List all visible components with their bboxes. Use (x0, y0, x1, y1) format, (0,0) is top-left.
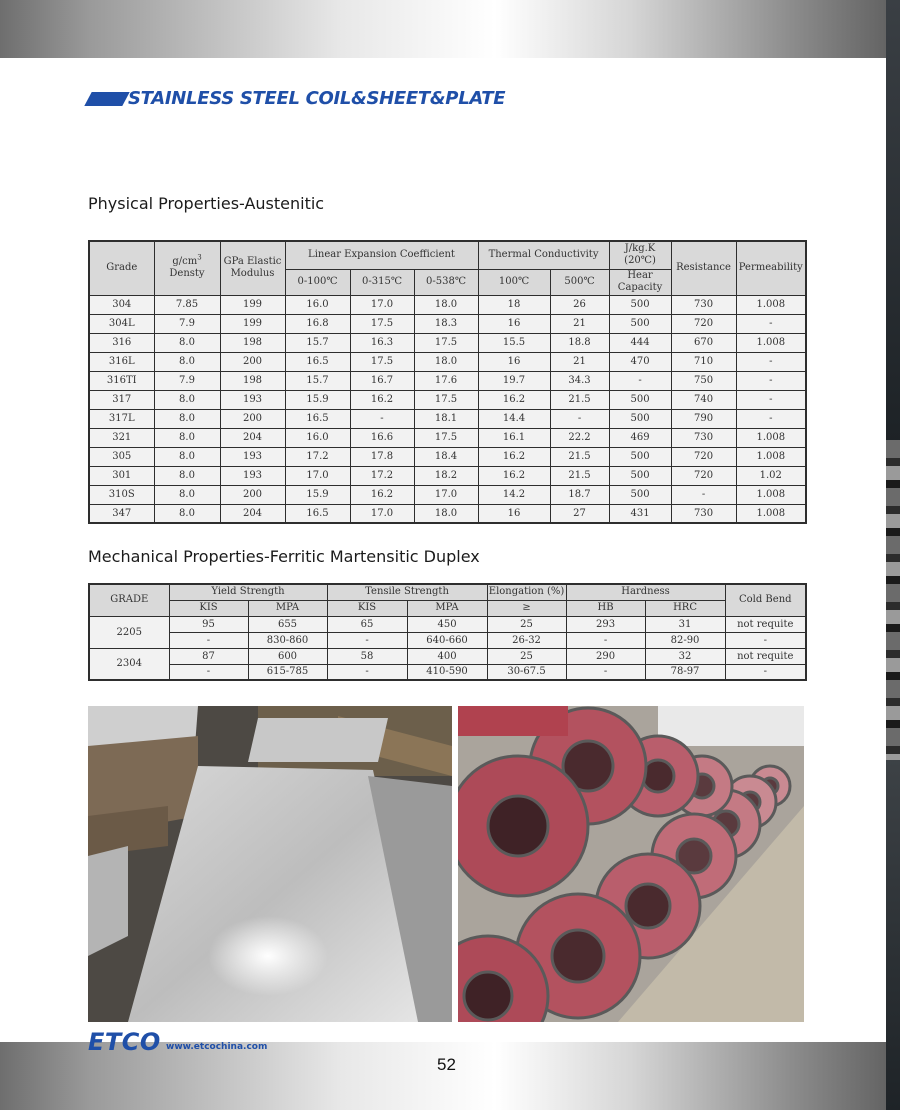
cell-tensile-kis: - (327, 664, 407, 680)
cell-resistance: 720 (671, 447, 736, 466)
header-th-500: 500℃ (550, 269, 609, 295)
header-lin-0-315: 0-315℃ (350, 269, 414, 295)
cell-heat-capacity: 500 (609, 295, 671, 314)
cell-modulus: 193 (220, 390, 285, 409)
cell-yield-mpa: 615-785 (248, 664, 327, 680)
cell-grade: 317L (89, 409, 154, 428)
cell-lin-0-315: 16.6 (350, 428, 414, 447)
table-row (89, 314, 806, 333)
cell-heat-capacity: 500 (609, 390, 671, 409)
header-grade: GRADE (89, 584, 169, 616)
cell-elongation: 25 (487, 616, 566, 632)
table-row (89, 504, 806, 523)
cell-lin-0-315: 17.8 (350, 447, 414, 466)
cell-yield-kis: 95 (169, 616, 248, 632)
cell-lin-0-315: 17.5 (350, 352, 414, 371)
cell-cold-bend: - (725, 632, 806, 648)
cell-resistance: 730 (671, 504, 736, 523)
cell-grade: 2205 (89, 616, 169, 648)
cell-resistance: 730 (671, 295, 736, 314)
cell-modulus: 193 (220, 447, 285, 466)
cell-hb: - (566, 664, 645, 680)
header-hb: HB (566, 600, 645, 616)
cell-heat-capacity: 500 (609, 466, 671, 485)
cell-permeability: 1.008 (736, 333, 806, 352)
cell-th-500: 27 (550, 504, 609, 523)
header-tensile-mpa: MPA (407, 600, 487, 616)
cell-lin-0-315: 16.3 (350, 333, 414, 352)
cell-lin-0-315: 16.2 (350, 485, 414, 504)
cell-permeability: 1.008 (736, 295, 806, 314)
cell-heat-capacity: 469 (609, 428, 671, 447)
cell-modulus: 200 (220, 409, 285, 428)
table-row (89, 333, 806, 352)
cell-permeability: 1.008 (736, 485, 806, 504)
cell-hb: 293 (566, 616, 645, 632)
cell-lin-0-315: 17.5 (350, 314, 414, 333)
cell-lin-0-315: 16.2 (350, 390, 414, 409)
cell-lin-0-538: 18.4 (414, 447, 478, 466)
cell-lin-0-100: 16.0 (285, 295, 350, 314)
cell-lin-0-315: 17.0 (350, 295, 414, 314)
cell-yield-kis: - (169, 632, 248, 648)
header-stripe-icon (84, 92, 129, 106)
cell-tensile-mpa: 640-660 (407, 632, 487, 648)
header-hardness: Hardness (566, 584, 725, 600)
cell-grade: 304 (89, 295, 154, 314)
cell-lin-0-315: 17.0 (350, 504, 414, 523)
header-th-100: 100℃ (478, 269, 550, 295)
cell-lin-0-100: 17.0 (285, 466, 350, 485)
cell-lin-0-100: 16.5 (285, 409, 350, 428)
cell-cold-bend: not requite (725, 648, 806, 664)
cell-th-100: 16.2 (478, 447, 550, 466)
cell-density: 7.85 (154, 295, 220, 314)
cell-heat-capacity: 500 (609, 409, 671, 428)
header-lin-0-538: 0-538℃ (414, 269, 478, 295)
cell-grade: 316TI (89, 371, 154, 390)
cell-resistance: 710 (671, 352, 736, 371)
cell-permeability: 1.02 (736, 466, 806, 485)
cell-heat-capacity: 500 (609, 447, 671, 466)
cell-density: 8.0 (154, 390, 220, 409)
density-label: Densty (169, 268, 205, 280)
cell-th-500: 22.2 (550, 428, 609, 447)
cell-lin-0-538: 17.5 (414, 390, 478, 409)
cell-grade: 2304 (89, 648, 169, 680)
cell-hb: 290 (566, 648, 645, 664)
steel-coils-photo (458, 706, 804, 1022)
cell-tensile-mpa: 400 (407, 648, 487, 664)
cell-th-500: 18.8 (550, 333, 609, 352)
cell-permeability: 1.008 (736, 504, 806, 523)
cell-permeability: 1.008 (736, 447, 806, 466)
header-yield-strength: Yield Strength (169, 584, 327, 600)
cell-yield-mpa: 655 (248, 616, 327, 632)
cell-th-100: 14.2 (478, 485, 550, 504)
cell-density: 8.0 (154, 428, 220, 447)
cell-lin-0-538: 18.2 (414, 466, 478, 485)
right-edge-strip (886, 0, 900, 1110)
header-grade: Grade (89, 241, 154, 295)
cell-density: 7.9 (154, 314, 220, 333)
cell-lin-0-100: 16.8 (285, 314, 350, 333)
cell-permeability: - (736, 409, 806, 428)
table-row (89, 352, 806, 371)
header-hrc: HRC (645, 600, 725, 616)
table-row (89, 390, 806, 409)
cell-grade: 316 (89, 333, 154, 352)
cell-heat-capacity: 431 (609, 504, 671, 523)
cell-density: 8.0 (154, 504, 220, 523)
cell-lin-0-538: 18.1 (414, 409, 478, 428)
header-elastic-modulus: GPa Elastic Modulus (220, 241, 285, 295)
cell-permeability: - (736, 390, 806, 409)
table-row (89, 466, 806, 485)
cell-tensile-kis: 65 (327, 616, 407, 632)
cell-grade: 305 (89, 447, 154, 466)
cell-tensile-kis: - (327, 632, 407, 648)
cell-hrc: 82-90 (645, 632, 725, 648)
cell-th-100: 16.2 (478, 466, 550, 485)
cell-tensile-kis: 58 (327, 648, 407, 664)
cell-cold-bend: - (725, 664, 806, 680)
cell-th-100: 16.2 (478, 390, 550, 409)
cell-modulus: 200 (220, 352, 285, 371)
cell-heat-capacity: 500 (609, 485, 671, 504)
cell-permeability: - (736, 371, 806, 390)
cell-density: 8.0 (154, 485, 220, 504)
cell-heat-capacity: 470 (609, 352, 671, 371)
header-heat-capacity: Hear Capacity (609, 269, 671, 295)
cell-hb: - (566, 632, 645, 648)
cell-lin-0-100: 16.5 (285, 504, 350, 523)
table-row (89, 632, 806, 648)
cell-th-100: 16 (478, 352, 550, 371)
header-yield-mpa: MPA (248, 600, 327, 616)
cell-lin-0-100: 16.0 (285, 428, 350, 447)
cell-th-100: 15.5 (478, 333, 550, 352)
header-tensile-strength: Tensile Strength (327, 584, 487, 600)
table-row (89, 664, 806, 680)
coils-illustration (458, 706, 804, 1022)
cell-yield-kis: - (169, 664, 248, 680)
cell-heat-capacity: 444 (609, 333, 671, 352)
cell-th-500: - (550, 409, 609, 428)
cell-lin-0-538: 17.5 (414, 428, 478, 447)
mechanical-properties-table (88, 583, 807, 681)
cell-resistance: 790 (671, 409, 736, 428)
mechanical-properties-title: Mechanical Properties-Ferritic Martensitic Duplex (88, 547, 480, 566)
cell-hrc: 32 (645, 648, 725, 664)
header-thermal-conductivity: Thermal Conductivity (478, 241, 609, 269)
cell-tensile-mpa: 450 (407, 616, 487, 632)
cell-resistance: 720 (671, 466, 736, 485)
cell-yield-mpa: 600 (248, 648, 327, 664)
cell-resistance: 670 (671, 333, 736, 352)
cell-grade: 310S (89, 485, 154, 504)
stainless-sheets-photo (88, 706, 452, 1022)
cell-lin-0-538: 17.5 (414, 333, 478, 352)
header-permeability: Permeability (736, 241, 806, 295)
cell-lin-0-315: 16.7 (350, 371, 414, 390)
cell-grade: 321 (89, 428, 154, 447)
cell-density: 7.9 (154, 371, 220, 390)
cell-th-500: 21 (550, 352, 609, 371)
cell-th-100: 16 (478, 314, 550, 333)
cell-resistance: 720 (671, 314, 736, 333)
density-unit-superscript: 3 (197, 253, 202, 262)
cell-grade: 316L (89, 352, 154, 371)
cell-permeability: - (736, 314, 806, 333)
header-lin-0-100: 0-100℃ (285, 269, 350, 295)
cell-lin-0-315: - (350, 409, 414, 428)
cell-resistance: 730 (671, 428, 736, 447)
cell-th-500: 18.7 (550, 485, 609, 504)
table-row (89, 371, 806, 390)
table-row (89, 648, 806, 664)
cell-lin-0-100: 15.9 (285, 485, 350, 504)
cell-hrc: 31 (645, 616, 725, 632)
cell-tensile-mpa: 410-590 (407, 664, 487, 680)
cell-density: 8.0 (154, 409, 220, 428)
cell-th-100: 16 (478, 504, 550, 523)
cell-modulus: 198 (220, 333, 285, 352)
header-resistance: Resistance (671, 241, 736, 295)
header-heat-unit: J/kg.K (20℃) (609, 241, 671, 269)
cell-resistance: - (671, 485, 736, 504)
cell-lin-0-538: 17.0 (414, 485, 478, 504)
cell-grade: 304L (89, 314, 154, 333)
density-unit: g/cm (172, 256, 198, 268)
cell-th-100: 19.7 (478, 371, 550, 390)
etco-logo: ETCO (88, 1028, 161, 1056)
cell-elongation: 25 (487, 648, 566, 664)
table-row (89, 409, 806, 428)
cell-lin-0-538: 18.0 (414, 504, 478, 523)
table-row (89, 447, 806, 466)
cell-grade: 317 (89, 390, 154, 409)
cell-th-500: 34.3 (550, 371, 609, 390)
cell-cold-bend: not requite (725, 616, 806, 632)
table-row (89, 616, 806, 632)
cell-th-500: 26 (550, 295, 609, 314)
header-tensile-kis: KIS (327, 600, 407, 616)
header-elongation-min: ≥ (487, 600, 566, 616)
top-metallic-band (0, 0, 900, 58)
cell-th-500: 21.5 (550, 466, 609, 485)
cell-density: 8.0 (154, 466, 220, 485)
page-number: 52 (437, 1055, 456, 1074)
cell-modulus: 193 (220, 466, 285, 485)
cell-elongation: 26-32 (487, 632, 566, 648)
cell-grade: 301 (89, 466, 154, 485)
website-url[interactable]: www.etcochina.com (166, 1042, 268, 1052)
cell-resistance: 740 (671, 390, 736, 409)
cell-density: 8.0 (154, 352, 220, 371)
cell-th-500: 21.5 (550, 447, 609, 466)
cell-th-100: 14.4 (478, 409, 550, 428)
physical-properties-table (88, 240, 807, 524)
cell-grade: 347 (89, 504, 154, 523)
sheets-illustration (88, 706, 452, 1022)
cell-lin-0-100: 17.2 (285, 447, 350, 466)
cell-permeability: - (736, 352, 806, 371)
cell-heat-capacity: - (609, 371, 671, 390)
cell-lin-0-538: 17.6 (414, 371, 478, 390)
coil-edge-image (886, 440, 900, 760)
cell-th-500: 21.5 (550, 390, 609, 409)
cell-lin-0-100: 15.7 (285, 371, 350, 390)
cell-heat-capacity: 500 (609, 314, 671, 333)
page-title: STAINLESS STEEL COIL&SHEET&PLATE (128, 88, 506, 109)
table-row (89, 485, 806, 504)
cell-resistance: 750 (671, 371, 736, 390)
cell-hrc: 78-97 (645, 664, 725, 680)
table-row (89, 428, 806, 447)
cell-modulus: 200 (220, 485, 285, 504)
cell-modulus: 199 (220, 295, 285, 314)
header-cold-bend: Cold Bend (725, 584, 806, 616)
header-elongation: Elongation (%) (487, 584, 566, 600)
cell-lin-0-100: 16.5 (285, 352, 350, 371)
header-density (154, 241, 220, 295)
cell-yield-kis: 87 (169, 648, 248, 664)
cell-yield-mpa: 830-860 (248, 632, 327, 648)
cell-modulus: 198 (220, 371, 285, 390)
cell-elongation: 30-67.5 (487, 664, 566, 680)
cell-permeability: 1.008 (736, 428, 806, 447)
cell-modulus: 204 (220, 504, 285, 523)
cell-lin-0-538: 18.3 (414, 314, 478, 333)
cell-modulus: 199 (220, 314, 285, 333)
cell-th-500: 21 (550, 314, 609, 333)
cell-lin-0-538: 18.0 (414, 352, 478, 371)
cell-density: 8.0 (154, 447, 220, 466)
cell-lin-0-538: 18.0 (414, 295, 478, 314)
table-row (89, 295, 806, 314)
cell-lin-0-315: 17.2 (350, 466, 414, 485)
cell-density: 8.0 (154, 333, 220, 352)
header-linear-expansion: Linear Expansion Coefficient (285, 241, 478, 269)
cell-modulus: 204 (220, 428, 285, 447)
cell-lin-0-100: 15.9 (285, 390, 350, 409)
header-yield-kis: KIS (169, 600, 248, 616)
physical-properties-title: Physical Properties-Austenitic (88, 194, 325, 213)
cell-th-100: 18 (478, 295, 550, 314)
cell-th-100: 16.1 (478, 428, 550, 447)
cell-lin-0-100: 15.7 (285, 333, 350, 352)
